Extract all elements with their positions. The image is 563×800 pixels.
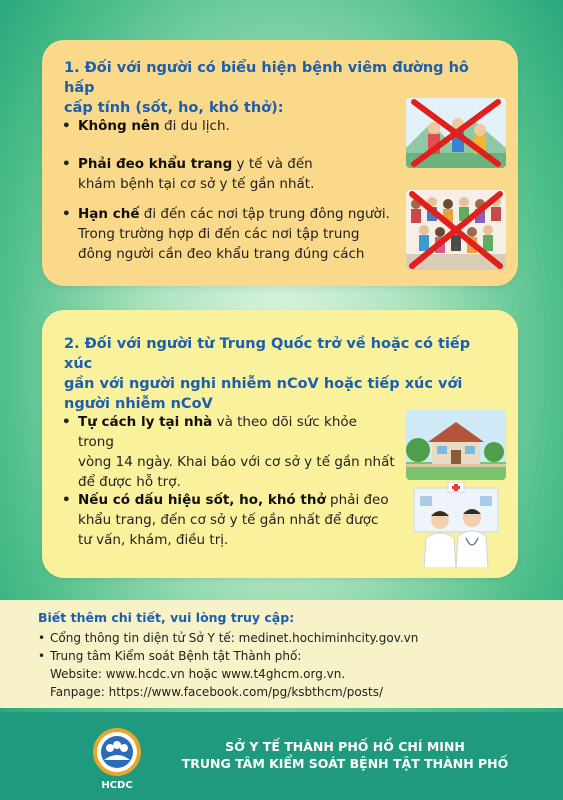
section-2-title: 2. Đối với người từ Trung Quốc trở về hoặc có tiếp xúc gần với người nghi nhiễm nCoV hoặc tiếp xúc với người nhiễm nCoV	[64, 336, 471, 412]
item-bold: Tự cách ly tại nhà	[78, 414, 213, 430]
hcdc-label: Trung tâm Kiểm soát Bệnh tật Thành phố:	[50, 649, 302, 663]
item-bold: Hạn chế	[78, 206, 140, 222]
organization-name	[180, 738, 510, 772]
item-text: phải đeo khẩu trang, đến cơ sở y tế gần nhất để được tư vấn, khám, điều trị.	[78, 492, 389, 548]
hcdc-logo-icon	[88, 726, 146, 784]
section-2-card: 2. Đối với người từ Trung Quốc trở về hoặc có tiếp xúc gần với người nghi nhiễm nCoV hoặc tiếp xúc với người nhiễm nCoV • Tự cách ly tại nhà và theo dõi sức khỏe trong vòng 14 ngày. Khai báo với cơ sở y tế gần nhất để được hỗ trợ. • Nếu có dấu hiệu sốt, ho, khó thở phải đeo khẩu trang, đến cơ sở y tế gần nhất để được tư vấn, khám, điều trị.	[42, 310, 518, 578]
item-bold: Phải đeo khẩu trang	[78, 156, 233, 172]
hcdc-logo-text: HCDC	[101, 780, 133, 791]
portal-link[interactable]: Cổng thông tin diện tử Sở Y tế: medinet.hochiminhcity.gov.vn	[50, 631, 419, 645]
website-link[interactable]: Website: www.hcdc.vn hoặc www.t4ghcm.org.vn.	[50, 667, 346, 681]
doctors-icon	[406, 482, 506, 568]
item-text: đi đến các nơi tập trung đông người. Trong trường hợp đi đến các nơi tập trung đông người cần đeo khẩu trang đúng cách	[78, 206, 390, 262]
item-bold: Nếu có dấu hiệu sốt, ho, khó thở	[78, 492, 326, 508]
house-icon	[406, 410, 506, 480]
footer-bar	[0, 712, 563, 800]
crowd-crossed-icon	[406, 190, 506, 270]
fanpage-link[interactable]: Fanpage: https://www.facebook.com/pg/ksbthcm/posts/	[50, 685, 383, 699]
item-bold: Không nên	[78, 118, 160, 134]
travel-crossed-icon	[406, 98, 506, 168]
org-line-2: TRUNG TÂM KIỂM SOÁT BỆNH TẬT THÀNH PHỐ	[181, 756, 509, 771]
item-text: đi du lịch.	[159, 118, 230, 134]
section-1-card: 1. Đối với người có biểu hiện bệnh viêm đường hô hấp cấp tính (sốt, ho, khó thở): • Không nên đi du lịch. • Phải đeo khẩu trang y tế và đến khám bệnh tại cơ sở y tế gần nhất. • Hạn chế đi đến các nơi tập trung đông người. Trong trường hợp đi đến các nơi tập trung đông người cần đeo khẩu trang đúng cách	[42, 40, 518, 286]
item-text: y tế và đến khám bệnh tại cơ sở y tế gần nhất.	[78, 156, 315, 192]
info-panel: Biết thêm chi tiết, vui lòng truy cập: • Cổng thông tin diện tử Sở Y tế: medinet.hochiminhcity.gov.vn • Trung tâm Kiểm soát Bệnh tật Thành phố: Website: www.hcdc.vn hoặc www.t4ghcm.org.vn. Fanpage: https://www.facebook.com/pg/ksbthcm/posts/	[0, 600, 563, 708]
item-text: và theo dõi sức khỏe trong vòng 14 ngày. Khai báo với cơ sở y tế gần nhất để được hỗ trợ.	[78, 414, 395, 490]
section-1-title: 1. Đối với người có biểu hiện bệnh viêm đường hô hấp cấp tính (sốt, ho, khó thở):	[64, 60, 469, 116]
info-heading: Biết thêm chi tiết, vui lòng truy cập:	[38, 610, 295, 625]
org-line-1: SỞ Y TẾ THÀNH PHỐ HỒ CHÍ MINH	[225, 739, 465, 754]
